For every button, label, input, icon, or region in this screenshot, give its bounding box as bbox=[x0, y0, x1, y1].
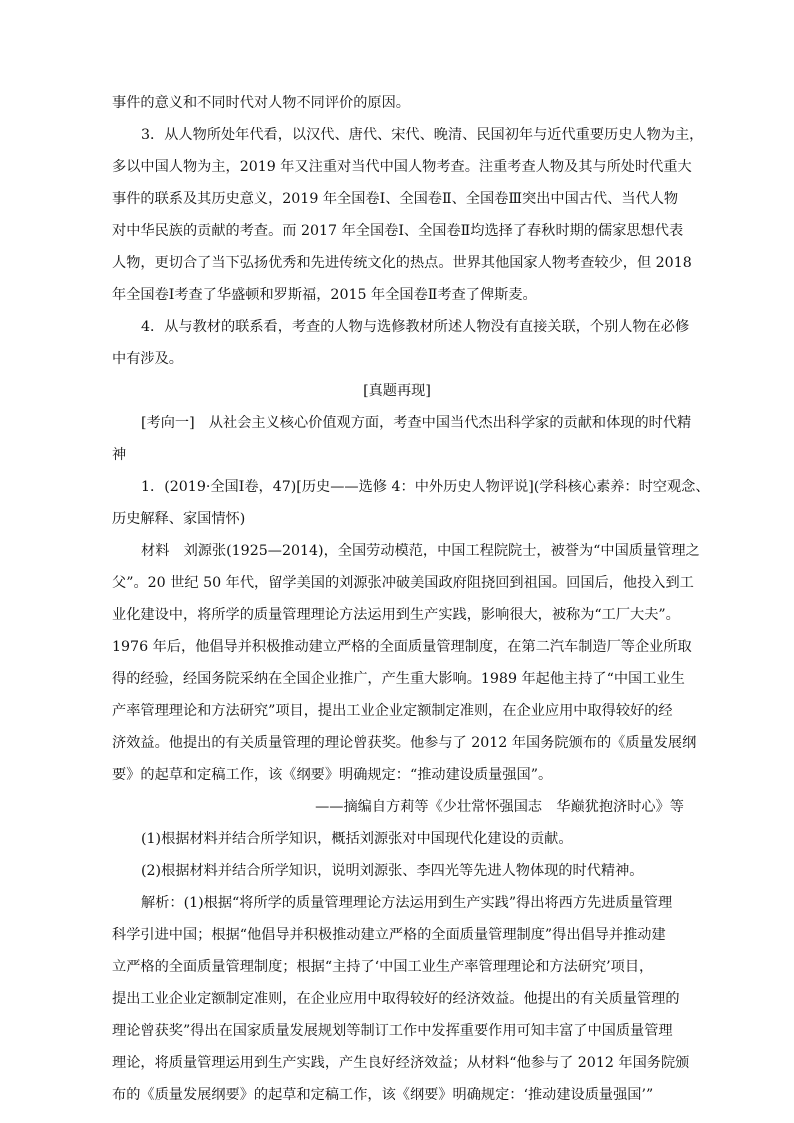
text-line: 3．从人物所处年代看，以汉代、唐代、宋代、晚清、民国初年与近代重要历史人物为主， bbox=[141, 127, 704, 143]
material-line: 业化建设中，将所学的质量管理理论方法运用到生产实践，影响很大，被称为“工厂大夫”。 bbox=[112, 607, 680, 623]
analysis-line: 理论曾获奖”得出在国家质量发展规划等制订工作中发挥重要作用可知丰富了中国质量管理 bbox=[112, 1023, 673, 1039]
text-line: 多以中国人物为主，2019 年又注重对当代中国人物考查。注重考查人物及其与所处时代重大 bbox=[112, 159, 692, 175]
text-line: 4．从与教材的联系看，考查的人物与选修教材所述人物没有直接关联，个别人物在必修 bbox=[141, 319, 690, 335]
question-title: 1．(2019·全国Ⅰ卷，47)[历史——选修 4：中外历史人物评说](学科核心素养：时空观念、 bbox=[141, 479, 710, 495]
text-line: 人物，更切合了当下弘扬优秀和先进传统文化的热点。世界其他国家人物考查较少，但 2018 bbox=[112, 255, 692, 271]
analysis-line: 布的《质量发展纲要》的起草和定稿工作，该《纲要》明确规定：‘推动建设质量强国’” bbox=[112, 1087, 654, 1103]
analysis-line: 立严格的全面质量管理制度；根据“主持了‘中国工业生产率管理理论和方法研究’项目， bbox=[112, 959, 654, 975]
analysis-line: 解析：(1)根据“将所学的质量管理理论方法运用到生产实践”得出将西方先进质量管理 bbox=[141, 895, 673, 911]
text-line: [考向一] 从社会主义核心价值观方面，考查中国当代杰出科学家的贡献和体现的时代精 bbox=[141, 415, 692, 431]
analysis-line: 提出工业企业定额制定准则，在企业应用中取得较好的经济效益。他提出的有关质量管理的 bbox=[112, 991, 680, 1007]
analysis-line: 科学引进中国；根据“他倡导并积极推动建立严格的全面质量管理制度”得出倡导并推动建 bbox=[112, 927, 666, 943]
text-line: 事件的联系及其历史意义，2019 年全国卷Ⅰ、全国卷Ⅱ、全国卷Ⅲ突出中国古代、当代人物 bbox=[112, 191, 679, 207]
source-citation: ——摘编自方莉等《少壮常怀强国志 华巅犹抱济时心》等 bbox=[315, 799, 684, 815]
material-line: 济效益。他提出的有关质量管理的理论曾获奖。他参与了 2012 年国务院颁布的《质量发展纲 bbox=[112, 735, 697, 751]
material-line: 材料 刘源张(1925—2014)，全国劳动模范，中国工程院院士，被誉为“中国质量管理之 bbox=[141, 543, 700, 559]
material-line: 产率管理理论和方法研究”项目，提出工业企业定额制定准则，在企业应用中取得较好的经 bbox=[112, 703, 673, 719]
text-line: 对中华民族的贡献的考查。而 2017 年全国卷Ⅰ、全国卷Ⅱ均选择了春秋时期的儒家思想代表 bbox=[112, 223, 684, 239]
material-line: 得的经验，经国务院采纳在全国企业推广，产生重大影响。1989 年起他主持了“中国工业生 bbox=[112, 671, 685, 687]
material-line: 要》的起草和定稿工作，该《纲要》明确规定：“推动建设质量强国”。 bbox=[112, 767, 553, 783]
text-line: 神 bbox=[112, 447, 127, 463]
text-line: 年全国卷Ⅰ考查了华盛顿和罗斯福，2015 年全国卷Ⅱ考查了俾斯麦。 bbox=[112, 287, 537, 303]
sub-question: (2)根据材料并结合所学知识，说明刘源张、李四光等先进人物体现的时代精神。 bbox=[141, 863, 644, 879]
section-heading: [真题再现] bbox=[363, 383, 431, 399]
text-line: 中有涉及。 bbox=[112, 351, 183, 367]
material-line: 1976 年后，他倡导并积极推动建立严格的全面质量管理制度，在第二汽车制造厂等企业所取 bbox=[112, 639, 692, 655]
analysis-line: 理论，将质量管理运用到生产实践，产生良好经济效益；从材料“他参与了 2012 年国务院颁 bbox=[112, 1055, 690, 1071]
sub-question: (1)根据材料并结合所学知识，概括刘源张对中国现代化建设的贡献。 bbox=[141, 831, 573, 847]
material-line: 父”。20 世纪 50 年代，留学美国的刘源张冲破美国政府阻挠回到祖国。回国后，他投入到工 bbox=[112, 575, 694, 591]
text-line: 历史解释、家国情怀) bbox=[112, 511, 246, 527]
text-line: 事件的意义和不同时代对人物不同评价的原因。 bbox=[112, 95, 410, 111]
